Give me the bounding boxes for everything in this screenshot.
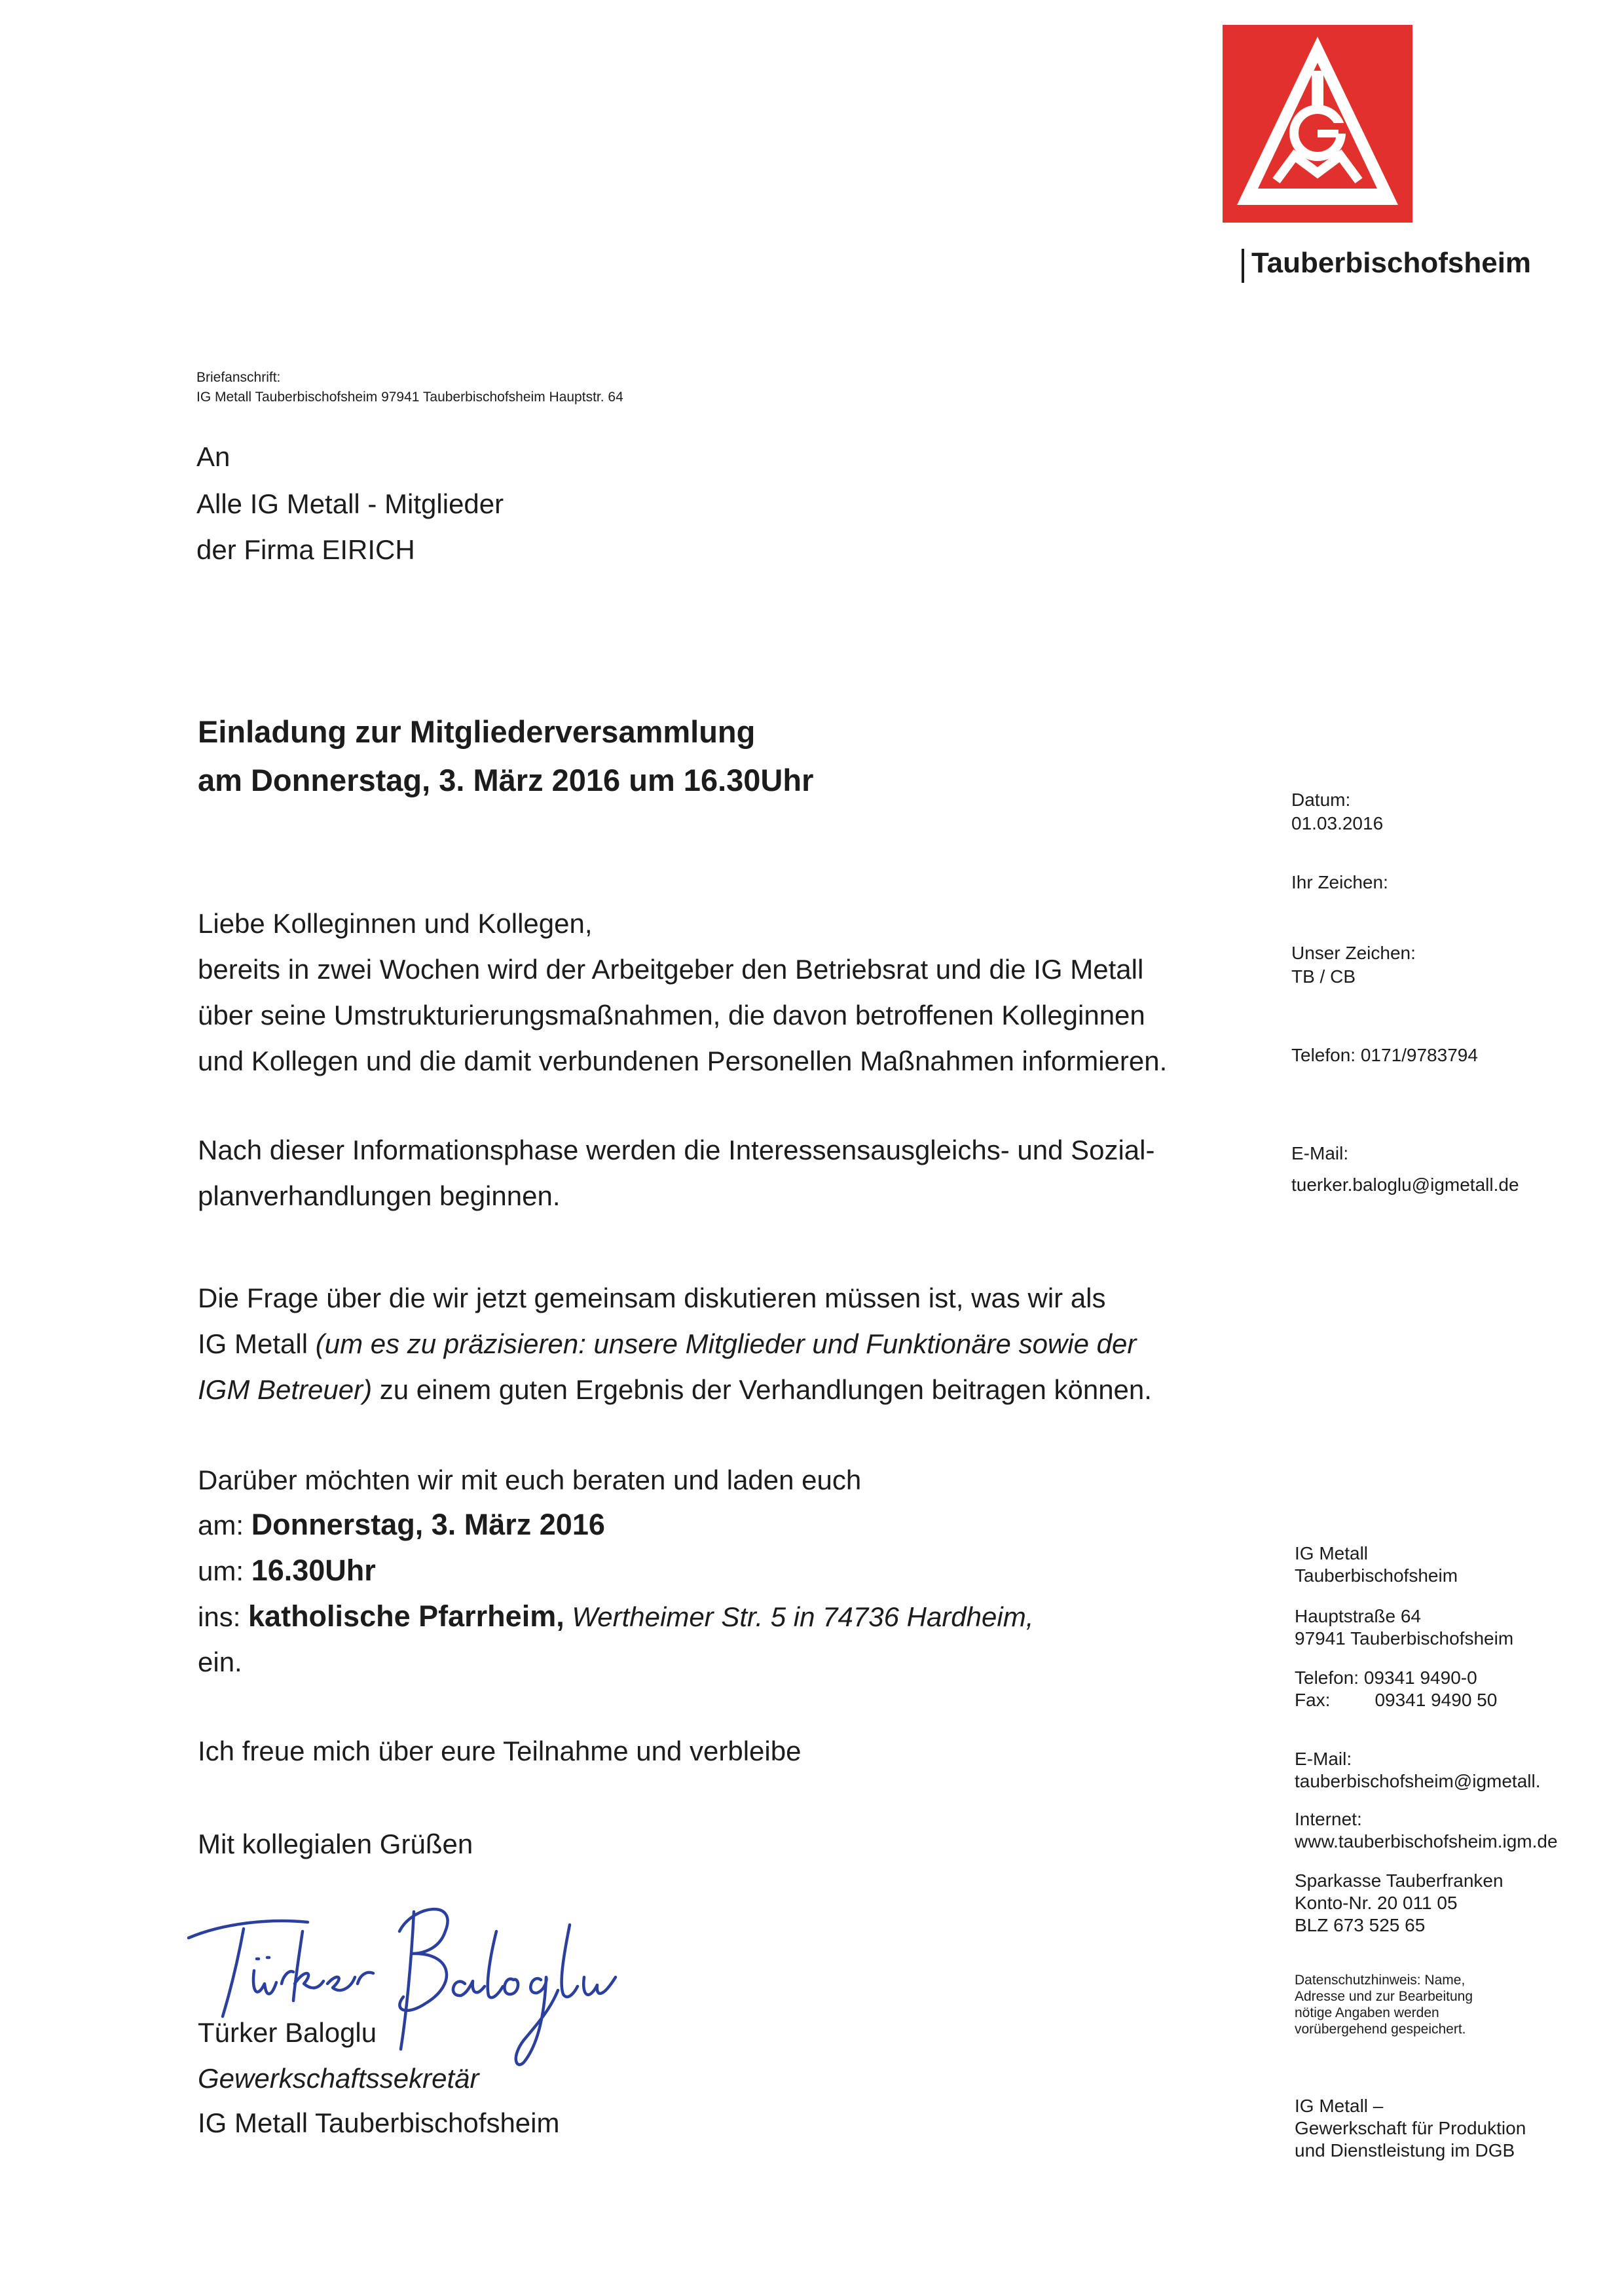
office-fax-label: Fax:	[1295, 1690, 1331, 1710]
body-text-italic: (um es zu präzisieren: unsere Mitglieder und Funktionäre sowie der	[315, 1328, 1137, 1359]
office-street: Hauptstraße 64	[1295, 1606, 1421, 1626]
office-email: tauberbischofsheim@igmetall.	[1295, 1771, 1541, 1791]
event-address: Wertheimer Str. 5 in 74736 Hardheim,	[564, 1601, 1034, 1632]
signer-office: IG Metall Tauberbischofsheim	[198, 2107, 560, 2138]
body-text: IG Metall	[198, 1328, 316, 1359]
body-text-italic: IGM Betreuer)	[198, 1374, 373, 1405]
body-line: bereits in zwei Wochen wird der Arbeitgeber den Betriebsrat und die IG Metall	[198, 954, 1144, 985]
office-website: www.tauberbischofsheim.igm.de	[1295, 1831, 1558, 1851]
body-line: und Kollegen und die damit verbundenen Personellen Maßnahmen informieren.	[198, 1046, 1168, 1076]
body-line	[198, 1367, 1152, 1413]
body-line: Die Frage über die wir jetzt gemeinsam diskutieren müssen ist, was wir als	[198, 1283, 1106, 1313]
event-location-label: ins:	[198, 1601, 249, 1632]
event-date: Donnerstag, 3. März 2016	[251, 1508, 605, 1541]
closing-line: Ich freue mich über eure Teilnahme und verbleibe	[198, 1736, 802, 1766]
closing-salutation: Mit kollegialen Grüßen	[198, 1829, 473, 1859]
footer-line: und Dienstleistung im DGB	[1295, 2140, 1515, 2160]
recipient-line: der Firma EIRICH	[196, 534, 415, 565]
event-location-line	[198, 1594, 1033, 1640]
office-fax-value: 09341 9490 50	[1375, 1690, 1498, 1710]
bank-account: Konto-Nr. 20 011 05	[1295, 1893, 1458, 1913]
office-fax	[1295, 1689, 1497, 1711]
recipient-line: Alle IG Metall - Mitglieder	[196, 488, 504, 519]
event-time-label: um:	[198, 1556, 251, 1586]
event-date-line	[198, 1502, 605, 1548]
return-address-label: Briefanschrift:	[196, 370, 281, 385]
footer-line: IG Metall –	[1295, 2096, 1384, 2116]
bank-code: BLZ 673 525 65	[1295, 1915, 1426, 1935]
event-time-line	[198, 1548, 376, 1594]
office-phone: Telefon: 09341 9490-0	[1295, 1667, 1477, 1688]
subject-line: Einladung zur Mitgliederversammlung	[198, 714, 756, 749]
footer-line: Gewerkschaft für Produktion	[1295, 2118, 1526, 2138]
office-email-label: E-Mail:	[1295, 1749, 1352, 1769]
ig-metall-logo-graphic	[1223, 25, 1412, 223]
ihr-zeichen-label: Ihr Zeichen:	[1291, 872, 1388, 892]
privacy-note: vorübergehend gespeichert.	[1295, 2022, 1466, 2037]
bank-name: Sparkasse Tauberfranken	[1295, 1870, 1504, 1891]
office-org: IG Metall	[1295, 1543, 1369, 1563]
sender-email: tuerker.baloglu@igmetall.de	[1291, 1175, 1519, 1195]
privacy-note: Datenschutzhinweis: Name,	[1295, 1973, 1466, 1988]
privacy-note: Adresse und zur Bearbeitung	[1295, 1989, 1473, 2004]
signer-title: Gewerkschaftssekretär	[198, 2063, 479, 2094]
event-date-label: am:	[198, 1510, 251, 1540]
recipient-line: An	[196, 441, 231, 472]
signer-name: Türker Baloglu	[198, 2017, 377, 2048]
event-location: katholische Pfarrheim,	[248, 1599, 564, 1633]
body-text: zu einem guten Ergebnis der Verhandlungen beitragen können.	[372, 1374, 1152, 1405]
greeting: Liebe Kolleginnen und Kollegen,	[198, 908, 593, 939]
body-line	[198, 1321, 1136, 1367]
privacy-note: nötige Angaben werden	[1295, 2005, 1439, 2020]
subject-line: am Donnerstag, 3. März 2016 um 16.30Uhr	[198, 763, 814, 797]
ig-metall-logo	[1223, 25, 1412, 223]
body-line: planverhandlungen beginnen.	[198, 1180, 561, 1211]
sender-phone: Telefon: 0171/9783794	[1291, 1045, 1478, 1065]
body-line: über seine Umstrukturierungsmaßnahmen, die davon betroffenen Kolleginnen	[198, 1000, 1145, 1030]
body-line: Darüber möchten wir mit euch beraten und laden euch	[198, 1465, 862, 1495]
body-line: Nach dieser Informationsphase werden die Interessensausgleichs- und Sozial-	[198, 1135, 1155, 1165]
event-time: 16.30Uhr	[251, 1554, 376, 1587]
office-internet-label: Internet:	[1295, 1809, 1362, 1829]
return-address: IG Metall Tauberbischofsheim 97941 Tauberbischofsheim Hauptstr. 64	[196, 390, 623, 405]
sender-email-label: E-Mail:	[1291, 1143, 1349, 1163]
office-city: 97941 Tauberbischofsheim	[1295, 1628, 1514, 1649]
date-value: 01.03.2016	[1291, 813, 1384, 833]
unser-zeichen-value: TB / CB	[1291, 966, 1356, 987]
org-name: Tauberbischofsheim	[1251, 247, 1532, 279]
office-org: Tauberbischofsheim	[1295, 1565, 1458, 1586]
unser-zeichen-label: Unser Zeichen:	[1291, 943, 1416, 963]
body-line: ein.	[198, 1647, 242, 1677]
date-label: Datum:	[1291, 790, 1351, 810]
